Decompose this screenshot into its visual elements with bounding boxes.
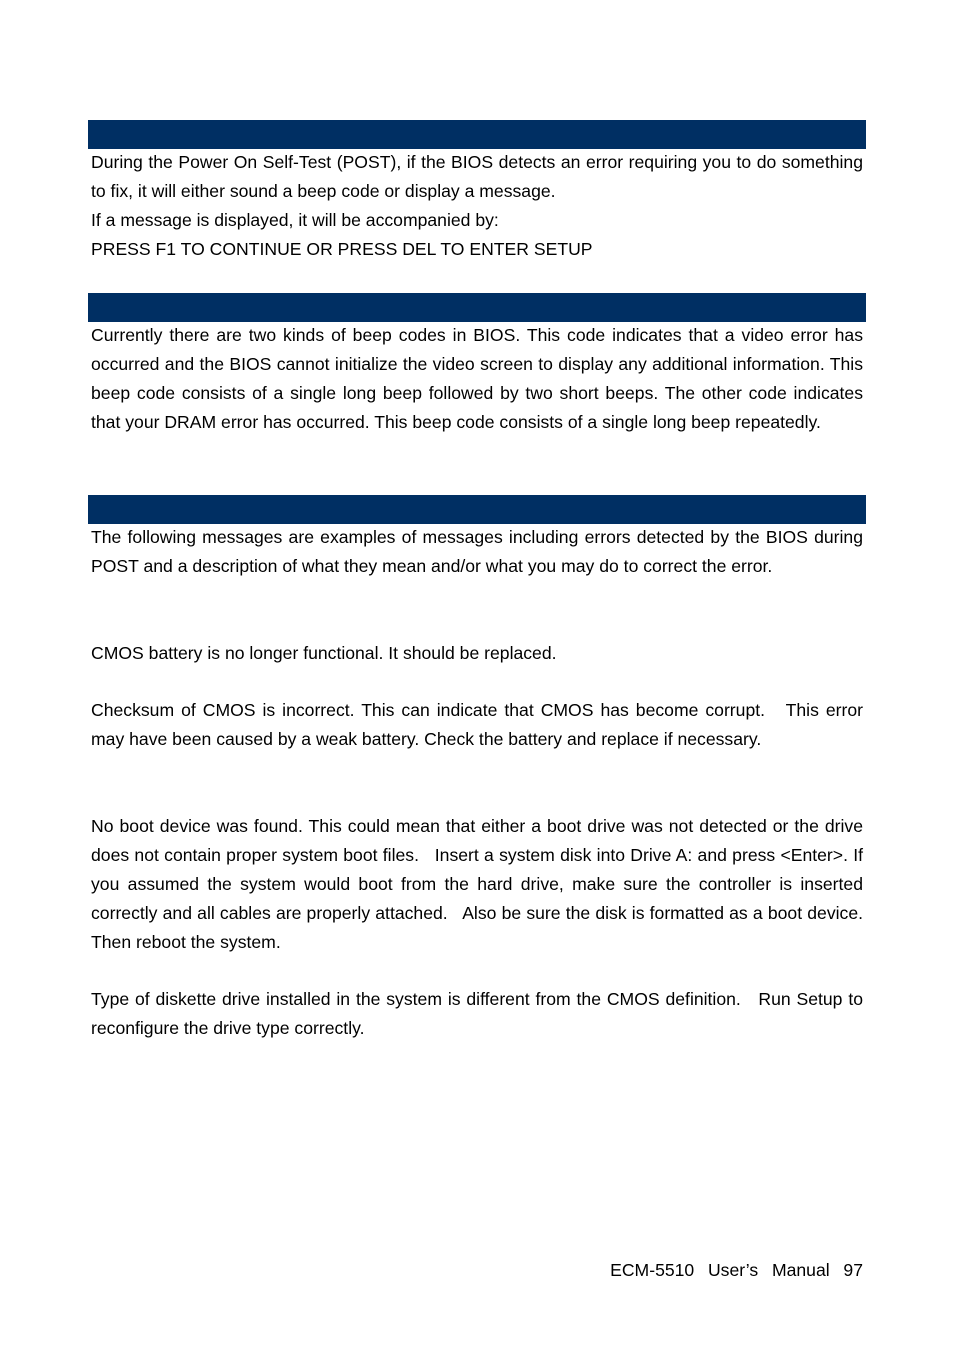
- section-3-intro: The following messages are examples of messages including errors detected by the BIOS during POST and a description of what they mean and/or what you may do to correct the error.: [91, 527, 863, 576]
- section-header-bar-2: [88, 293, 866, 322]
- section-header-bar-3: [88, 495, 866, 524]
- section-1-paragraph-2: If a message is displayed, it will be accompanied by:: [91, 210, 499, 230]
- page-footer: ECM-5510 User’s Manual 97: [610, 1260, 863, 1280]
- message-no-boot-device: No boot device was found. This could mean that either a boot drive was not detected or the drive does not contain proper system boot files. Insert a system disk into Drive A: and press <Enter>. If you assumed the system would boot from the hard drive, make sure the controller is inserted correctly and all cables are properly attached. Also be sure the disk is formatted as a boot device. Then reboot the system.: [91, 816, 878, 952]
- section-2-body: [91, 321, 863, 437]
- section-1-body: [91, 148, 863, 264]
- message-diskette-type: Type of diskette drive installed in the system is different from the CMOS definition. Run Setup to reconfigure the drive type correctly.: [91, 989, 868, 1038]
- message-cmos-battery: CMOS battery is no longer functional. It should be replaced.: [91, 643, 557, 663]
- section-1-paragraph-3: PRESS F1 TO CONTINUE OR PRESS DEL TO ENTER SETUP: [91, 239, 593, 259]
- section-header-bar-1: [88, 120, 866, 149]
- message-cmos-checksum: Checksum of CMOS is incorrect. This can indicate that CMOS has become corrupt. This error may have been caused by a weak battery. Check the battery and replace if necessary.: [91, 700, 868, 749]
- section-1-paragraph-1: During the Power On Self-Test (POST), if the BIOS detects an error requiring you to do something to fix, it will either sound a beep code or display a message.: [91, 152, 863, 201]
- section-2-paragraph-1: Currently there are two kinds of beep codes in BIOS. This code indicates that a video error has occurred and the BIOS cannot initialize the video screen to display any additional information. This beep code consists of a single long beep followed by two short beeps. The other code indicates that your DRAM error has occurred. This beep code consists of a single long beep repeatedly.: [91, 325, 863, 432]
